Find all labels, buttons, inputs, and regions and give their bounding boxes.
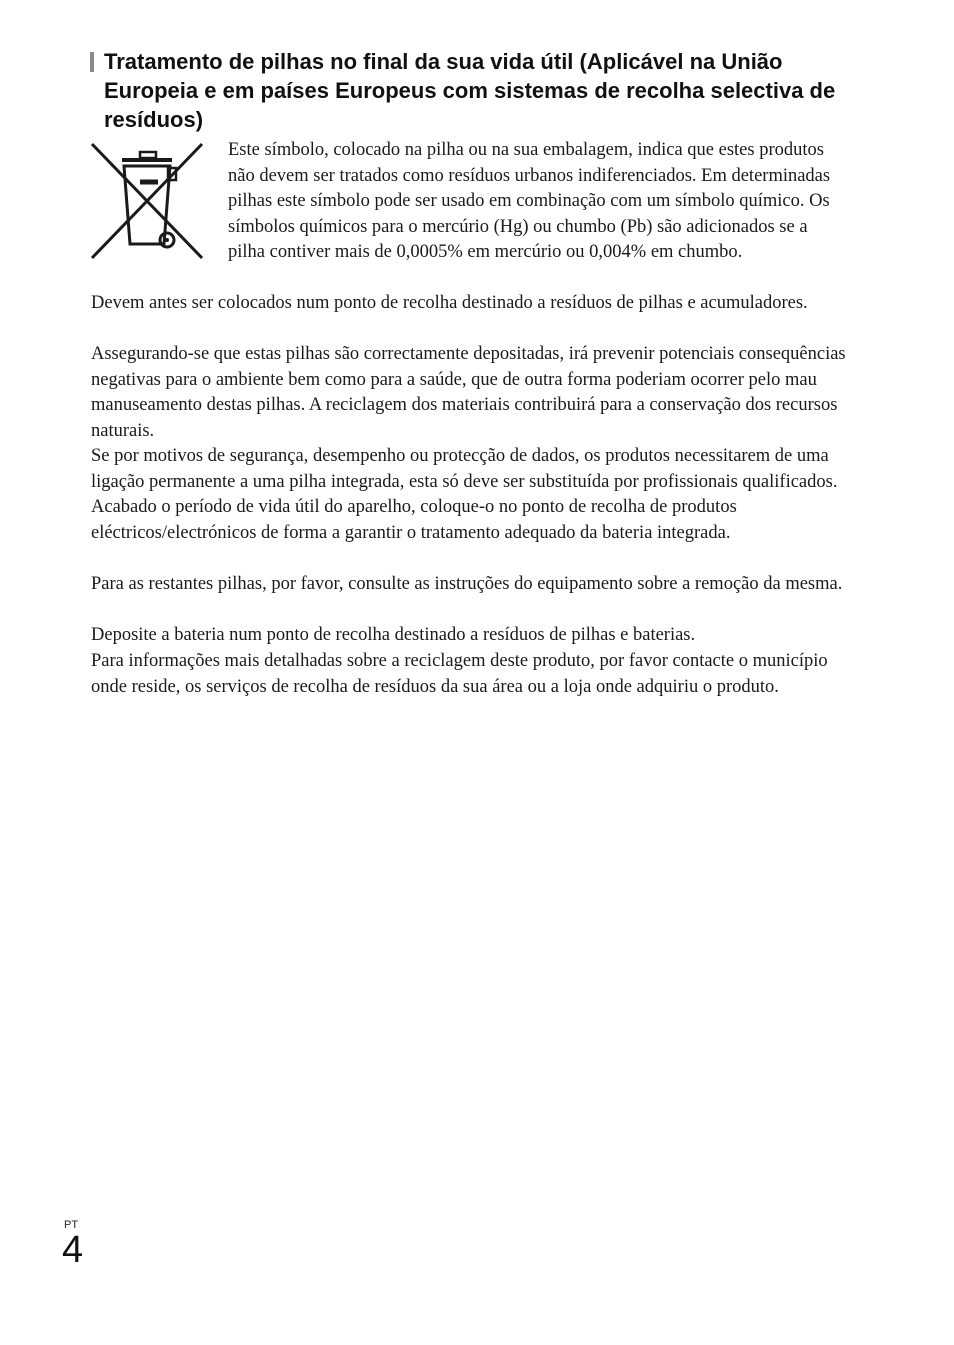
paragraph-integrated-battery: Se por motivos de segurança, desempenho ou protecção de dados, os produtos necessitarem de uma ligação permanente a uma pilha integrada, esta só deve ser substituída por profissionais qualificados. Acabado o período de vida útil do aparelho, coloque-o no ponto de recolha de produtos eléctricos/electrónicos de forma a garantir o tratamento adequado da bateria integrada. (91, 446, 838, 543)
section-heading: Tratamento de pilhas no final da sua vida útil (Aplicável na União Europeia e em países Europeus com sistemas de recolha selectiva de resíduos) (104, 49, 836, 132)
page-language-label: PT (64, 1219, 79, 1231)
heading-marker (90, 52, 94, 72)
page-number: 4 (62, 1229, 84, 1271)
paragraph-more-info: Para informações mais detalhadas sobre a reciclagem deste produto, por favor contacte o município onde reside, os serviços de recolha de resíduos da sua área ou a loja onde adquiriu o produto. (91, 651, 828, 697)
paragraph-collection-point: Devem antes ser colocados num ponto de recolha destinado a resíduos de pilhas e acumuladores. (91, 293, 808, 313)
paragraph-deposit-battery: Deposite a bateria num ponto de recolha destinado a resíduos de pilhas e baterias. (91, 625, 696, 645)
paragraph-environment: Assegurando-se que estas pilhas são correctamente depositadas, irá prevenir potenciais consequências negativas para o ambiente bem como para a saúde, que de outra forma poderiam ocorrer pelo mau manuseamento destas pilhas. A reciclagem dos materiais contribuirá para a conservação dos recursos naturais. (91, 344, 846, 441)
paragraph-other-batteries: Para as restantes pilhas, por favor, consulte as instruções do equipamento sobre a remoção da mesma. (91, 574, 843, 594)
paragraph-symbol-meaning: Este símbolo, colocado na pilha ou na sua embalagem, indica que estes produtos não devem ser tratados como resíduos urbanos indiferenciados. Em determinadas pilhas este símbolo pode ser usado em combinação com um símbolo químico. Os símbolos químicos para o mercúrio (Hg) ou chumbo (Pb) são adicionados se a pilha contiver mais de 0,0005% em mercúrio ou 0,004% em chumbo. (228, 140, 831, 263)
crossed-out-wheelie-bin-icon (88, 140, 208, 264)
